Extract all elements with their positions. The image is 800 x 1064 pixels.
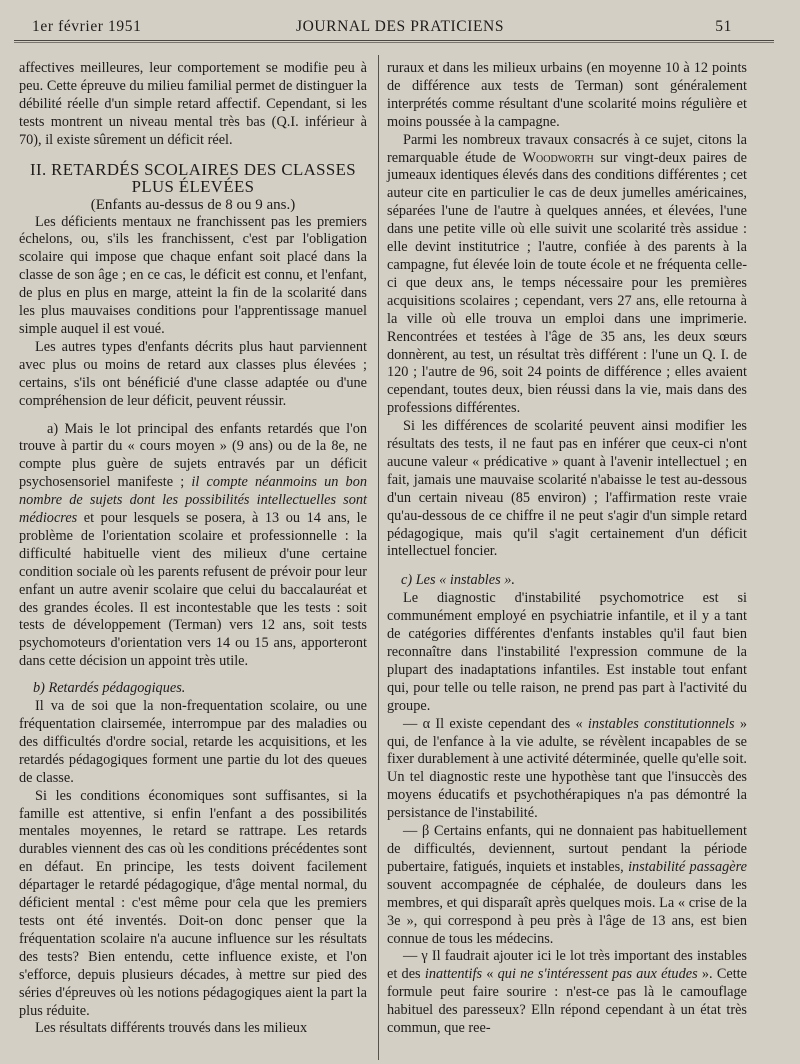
section-title-line: PLUS ÉLEVÉES bbox=[131, 177, 255, 197]
right-column bbox=[387, 60, 747, 1038]
journal-title: JOURNAL DES PRATICIENS bbox=[295, 18, 505, 35]
paragraph: Les résultats différents trouvés dans les milieux bbox=[35, 1020, 308, 1037]
subsection-heading-c: c) Les « instables ». bbox=[401, 572, 515, 589]
left-column bbox=[19, 60, 367, 1038]
paragraph: Si les conditions économiques sont suffisantes, si la famille est attentive, si enfin l'enfant a des possibilités mentales moyennes, le retard se rattrape. Les retards durables viennent des cas où les conditions précédentes sont en défaut. En principe, les tests doivent facilement départager le retardé pédagogique, d'âge mental normal, du déficient mental : c'est même pour cela que les premiers tests ont été inventés. Doit-on donc penser que la fréquentation scolaire n'a aucune influence sur les résultats des tests? Bien entendu, cette influence existe, et l'on s'efforce, depuis plusieurs décades, à mettre sur pied des séries d'épreuves où les notions pédagogiques aient la part la plus réduite. bbox=[19, 787, 367, 1019]
column-separator bbox=[378, 55, 379, 1060]
section-title-line: II. RETARDÉS SCOLAIRES DES CLASSES bbox=[29, 159, 356, 179]
header-rule-secondary bbox=[14, 42, 774, 43]
paragraph: Si les différences de scolarité peuvent ainsi modifier les résultats des tests, il ne faut pas en inférer que ceux-ci n'ont aucune valeur « prédicative » quant à l'avenir intellectuel ; en fait, jamais une mauvaise scolarité n'abaisse le test au-dessous d'un certain niveau (85 environ) ; l'affirmation reste vraie qu'au-dessous de ce chiffre il ne peut s'agir d'un simple retard pédagogique, mais qu'il s'agit certainement d'un déficit intellectuel foncier. bbox=[387, 418, 747, 560]
subsection-heading-b: b) Retardés pédagogiques. bbox=[33, 680, 186, 697]
emphasis: il compte néanmoins un bon nombre de sujets dont les possibilités intellectuelles sont médiocres bbox=[19, 474, 367, 527]
page-header bbox=[0, 14, 800, 38]
paragraph: affectives meilleures, leur comportement se modifie peu à peu. Cette épreuve du milieu familial permet de distinguer la débilité réelle d'un simple retard affectif. Cependant, si les tests montrent un niveau mental très bas (Q.I. inférieur à 70), il existe sûrement un déficit réel. bbox=[19, 60, 367, 148]
paragraph: Il va de soi que la non-frequentation scolaire, ou une fréquentation clairsemée, interrompue par des maladies ou des difficultés d'ordre social, retarde les acquisitions, et les retardés pédagogiques forment une partie du lot des queues de classe. bbox=[19, 698, 367, 786]
section-subtitle: (Enfants au-dessus de 8 ou 9 ans.) bbox=[90, 196, 296, 213]
emphasis: inattentifs bbox=[424, 966, 483, 983]
paragraph: Les déficients mentaux ne franchissent pas les premiers échelons, ou, s'ils les franchissent, c'est par l'obligation scolaire qui impose que chaque enfant soit placé dans la classe de son âge ; en ce cas, le déficit est connu, et l'enfant, de plus en plus en marge, atteint la fin de la scolarité dans les plus mauvaises conditions pour l'apprentissage manuel simple auquel il est voué. bbox=[19, 213, 367, 337]
paragraph-woodworth: Parmi les nombreux travaux consacrés à ce sujet, citons la remarquable étude de Woodworth sur vingt-deux paires de jumeaux identiques élevés dans des conditions différentes ; cet auteur cite en particulier le cas de deux jumelles américaines, séparées l'une de l'autre à quelques années, et élevées, l'une dans une petite ville où elle suivit une scolarité très assidue : elle devint institutrice ; l'autre, confiée à des parents à la campagne, fut élevée loin de toute école et ne fréquenta celle-ci que deux ans, le temps nécessaire pour les premières acquisitions scolaires ; cependant, vers 27 ans, elle retourna à la ville où elle trouva un emploi dans une imprimerie. Rencontrées et testées à l'âge de 35 ans, les deux sœurs donnèrent, au test, un résultat très différent : l'une un Q. I. de 120 ; l'autre de 96, soit 24 points de différence ; elles avaient cependant, toutes deux, bien réussi dans la vie, mais dans des professions différentes. bbox=[387, 131, 748, 417]
section-title bbox=[19, 161, 367, 196]
issue-date: 1er février 1951 bbox=[32, 18, 142, 35]
text-run: et pour lesquels se posera, à 13 ou 14 ans, le problème de l'orientation scolaire et professionnelle : la difficulté habituelle vient des milieux d'une certaine condition sociale où les parents refusent de prévoir pour leur enfant un autre avenir scolaire que celui du baccalauréat et des grandes écoles. Il est incontestable que les tests : soit tests de développement (Terman) vers 12 ans, soit tests psychomoteurs d'orientation vers 14 ou 15 ans, apporteront dans cette décision un appoint très utile. bbox=[19, 510, 367, 670]
emphasis: instables constitutionnels bbox=[587, 715, 735, 732]
text-run: a) Mais le lot principal des enfants retardés que l'on trouve à partir du « cours moyen » (9 ans) ou de la 8e, ne compte plus guère de sujets entravés par un déficit psychosensoriel manifeste ; bbox=[19, 420, 367, 491]
header-rule bbox=[14, 40, 774, 41]
emphasis: instabilité passagère bbox=[628, 858, 747, 875]
paragraph: Les autres types d'enfants décrits plus haut parviennent avec plus ou moins de retard aux classes plus élevées ; certains, s'ils ont bénéficié d'une classe adaptée ou d'une compréhension de leur déficit, peuvent réussir. bbox=[19, 338, 367, 409]
paragraph-a bbox=[19, 421, 367, 672]
paragraph-beta: — β Certains enfants, qui ne donnaient pas habituellement de difficultés, deviennent, surtout pendant la période pubertaire, fatigués, inquiets et instables, instabilité passagère souvent accompagnée de céphalée, de douleurs dans les membres, et qui disparaît après quelques mois. La « crise de la 3e », qui correspond à peu près à l'âge de 13 ans, est bien connue de tous les médecins. bbox=[387, 823, 747, 947]
paragraph: Le diagnostic d'instabilité psychomotrice est si communément employé en psychiatrie infantile, et il y a tant de catégories différentes d'enfants instables qu'il faut bien reconnaître dans l'instabilité l'expression commune de la plupart des inadaptations infantiles. Est instable tout enfant qui, pour telle ou telle raison, ne prend pas part à l'activité du groupe. bbox=[387, 590, 747, 714]
page-number: 51 bbox=[715, 18, 732, 35]
paragraph-alpha: — α Il existe cependant des « instables constitutionnels » qui, de l'enfance à la vie adulte, se révèlent incapables de se fixer durablement à une activité déterminée, quelle qu'elle soit. Un tel diagnostic reste une hypothèse tant que l'insuccès des moyens éducatifs et psychothérapiques n'a pas démontré la persistance de l'instabilité. bbox=[387, 715, 747, 822]
paragraph-gamma: — γ Il faudrait ajouter ici le lot très important des instables et des inattentifs « qui ne s'intéressent pas aux études ». Cette formule peut faire sourire : n'est-ce pas là le camouflage habituel des paresseux? Elln répond cependant à un état très commun, que ree- bbox=[387, 948, 747, 1037]
author-name: Woodworth bbox=[522, 149, 594, 166]
emphasis: qui ne s'intéressent pas aux études bbox=[497, 966, 698, 983]
paragraph: ruraux et dans les milieux urbains (en moyenne 10 à 12 points de différence aux tests de Terman) sont généralement interprétés comme résultant d'une scolarité moins régulière et moins poussée à la campagne. bbox=[387, 60, 747, 130]
